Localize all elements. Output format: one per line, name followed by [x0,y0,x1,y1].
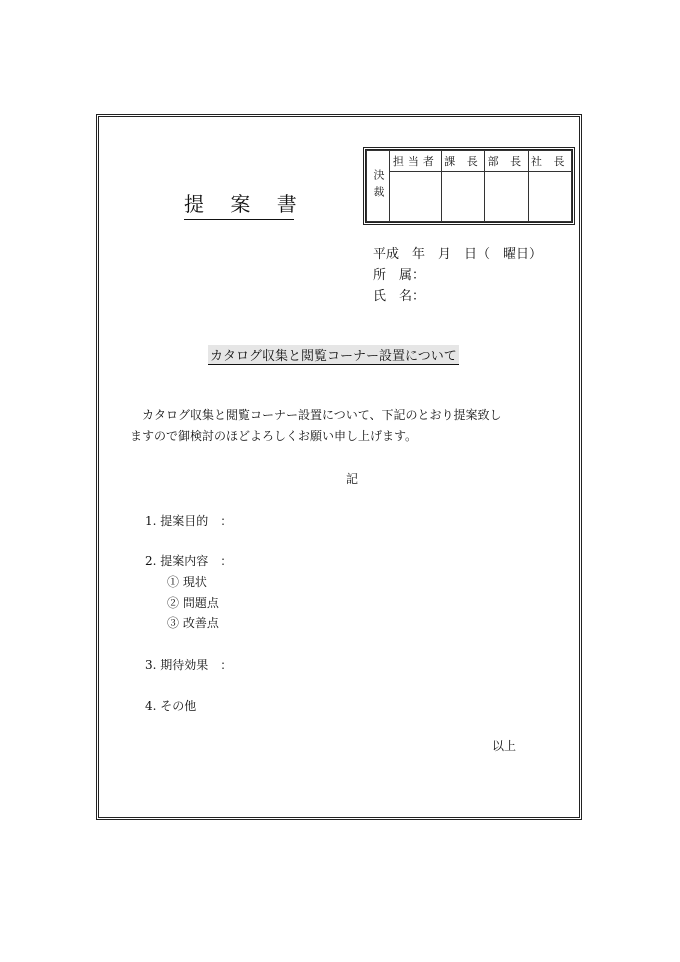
body-line-1: カタログ収集と閲覧コーナー設置について、下記のとおり提案致し [142,408,502,422]
date-line: 平成 年 月 日（ 曜日） [373,247,543,262]
affiliation-label: 所 属： [373,268,426,283]
stamp-cell-shacho [528,172,571,222]
subitem-problems: ② 問題点 [167,596,219,610]
approval-header-tanto: 担当者 [390,151,442,172]
body-line-2: ますので御検討のほどよろしくお願い申し上げます。 [130,429,418,443]
stamp-cell-tanto [390,172,442,222]
closing-text: 以上 [492,739,517,753]
approval-header-shacho: 社 長 [528,151,571,172]
item-purpose: 1. 提案目的 ： [145,514,233,528]
item-other: 4. その他 [145,699,197,713]
ki-heading: 記 [346,472,359,486]
approval-side-label: 決裁 [367,151,390,222]
stamp-cell-kacho [441,172,484,222]
body-text [130,405,502,447]
subject-line: カタログ収集と閲覧コーナー設置について [208,345,459,365]
item-content: 2. 提案内容 ： [145,554,233,568]
stamp-cell-bucho [485,172,528,222]
name-label: 氏 名： [373,289,426,304]
subitem-current-state: ① 現状 [167,575,207,589]
item-expected-effect: 3. 期待効果 ： [145,658,233,672]
approval-stamp-table [363,147,575,225]
document-title: 提 案 書 [184,188,294,220]
approval-header-bucho: 部 長 [485,151,528,172]
approval-header-kacho: 課 長 [441,151,484,172]
subitem-improvements: ③ 改善点 [167,616,219,630]
